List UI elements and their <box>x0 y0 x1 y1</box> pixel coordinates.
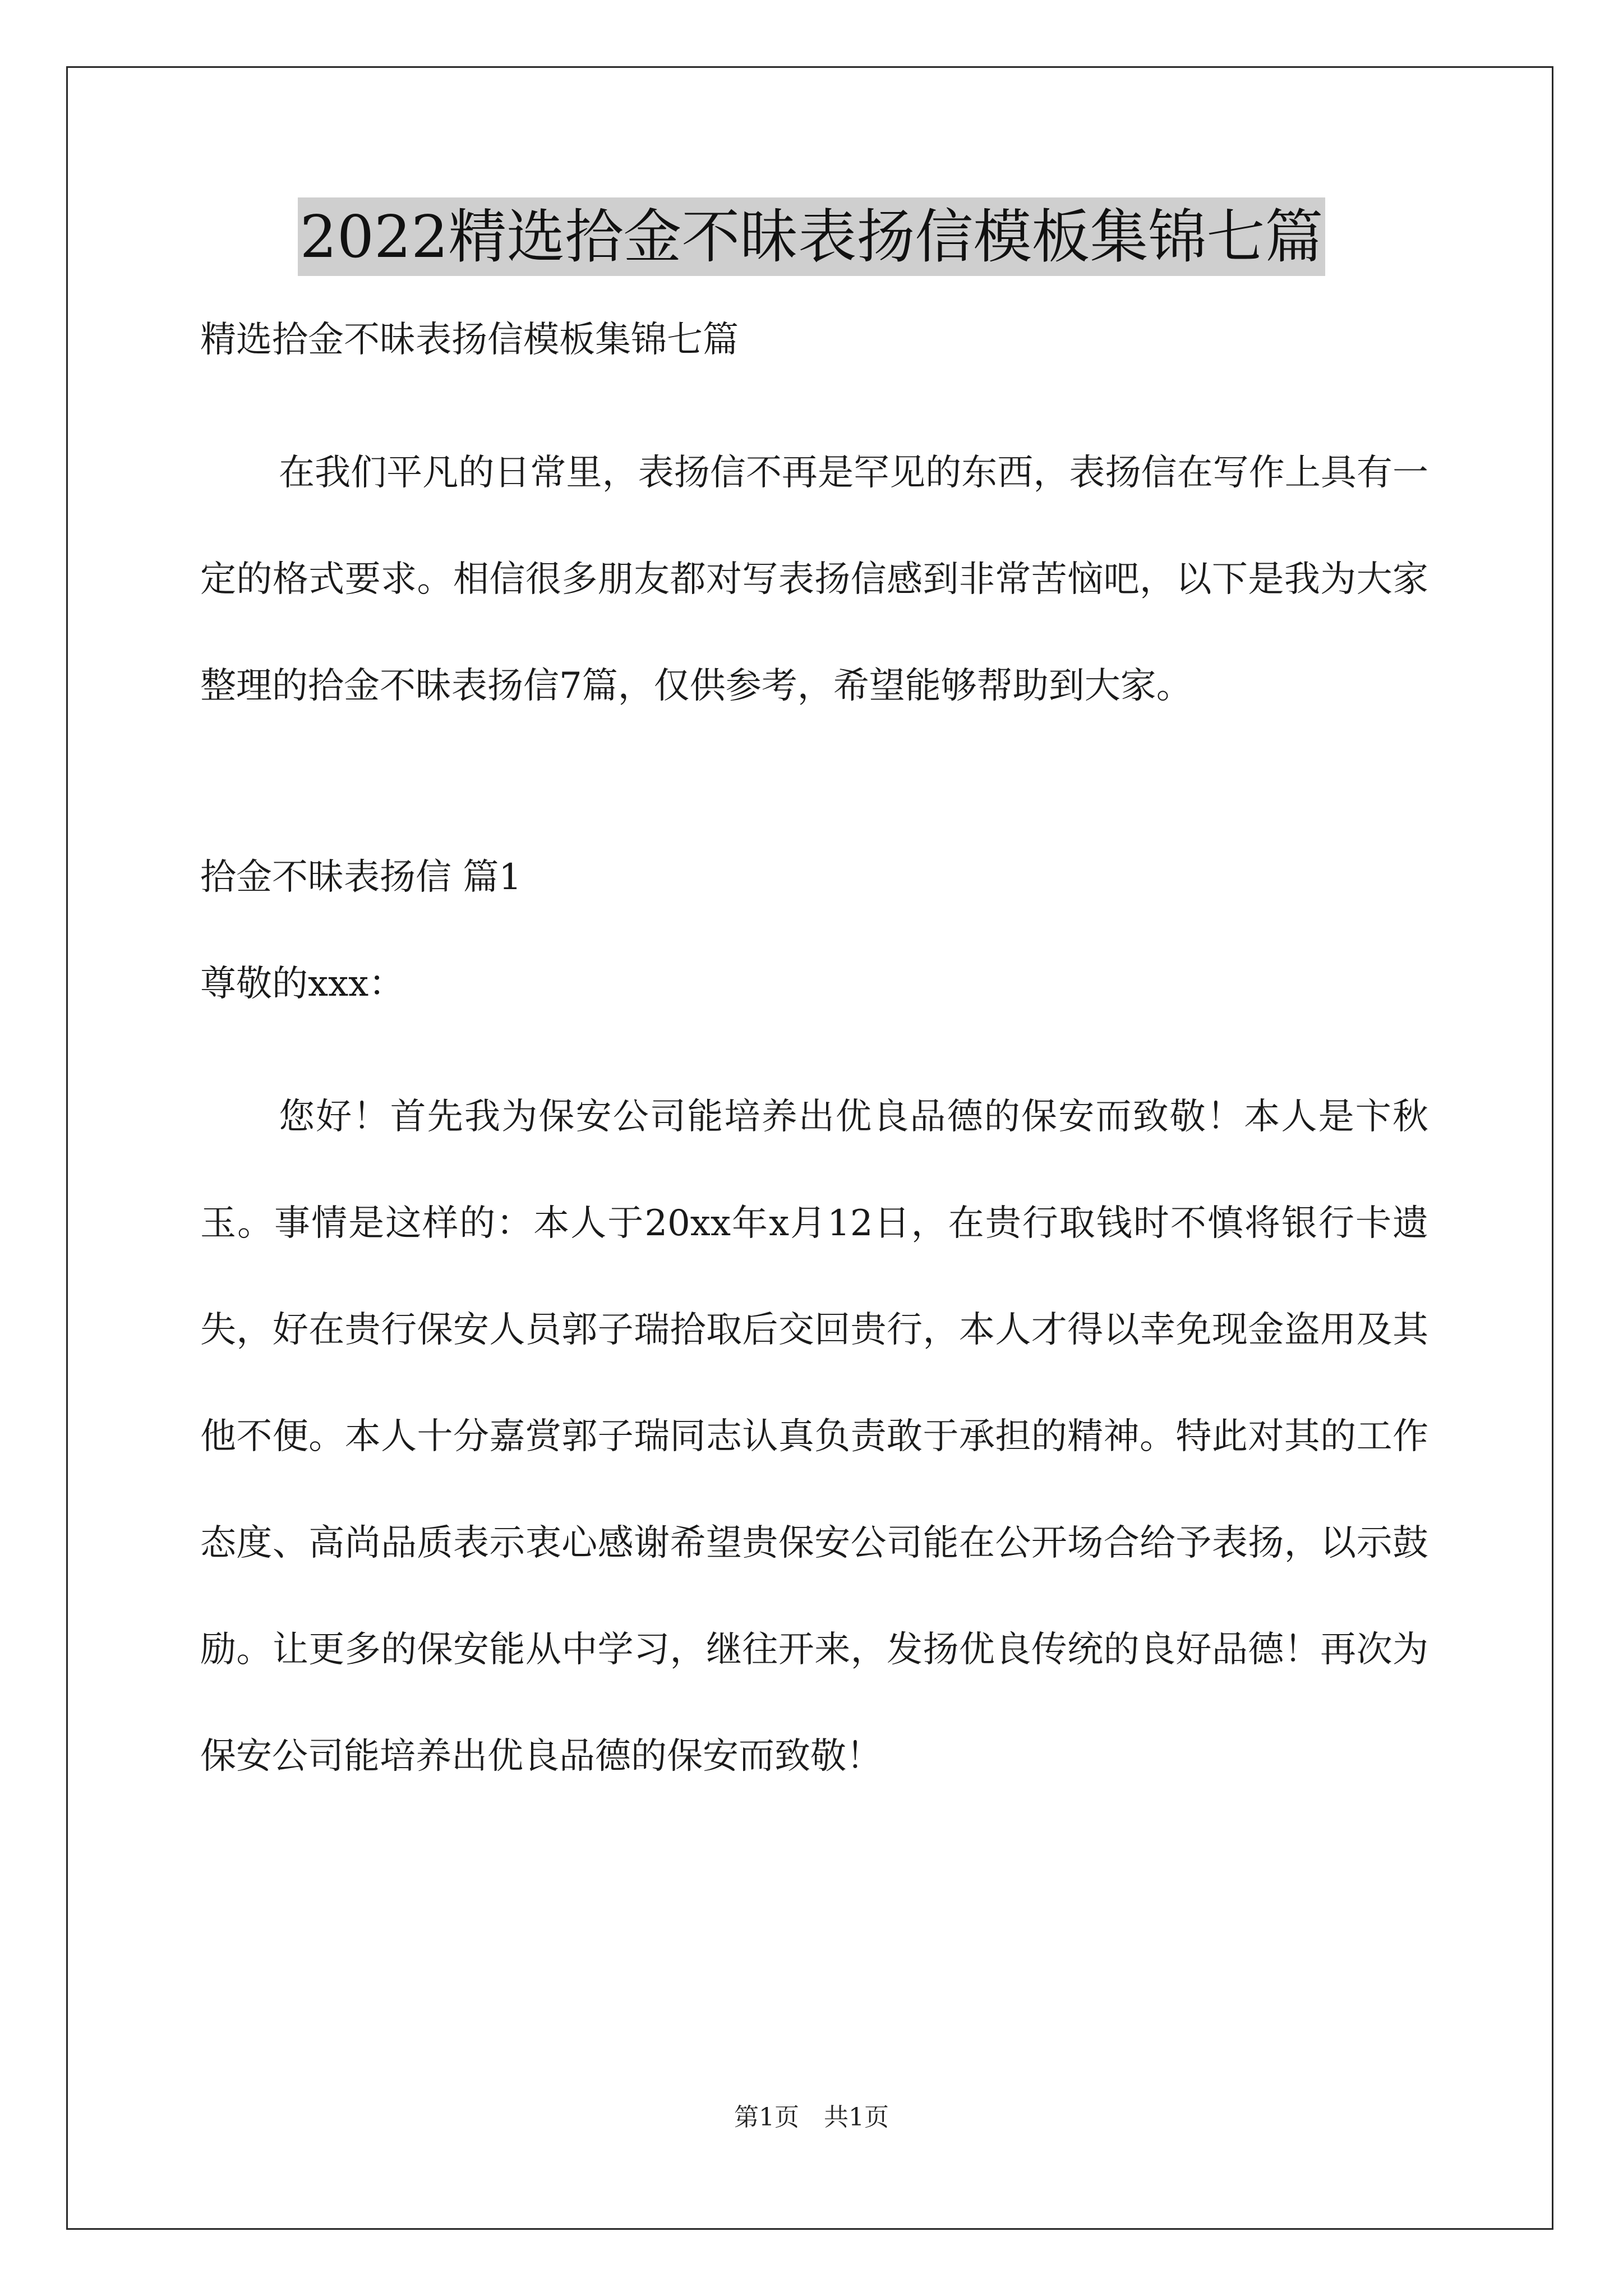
letter-salutation: 尊敬的xxx： <box>200 963 405 1005</box>
document-subtitle: 精选拾金不昧表扬信模板集锦七篇 <box>200 319 739 361</box>
page-footer: 第1页 共1页 <box>734 2103 889 2132</box>
document-body <box>200 314 1428 1810</box>
section-heading: 拾金不昧表扬信 篇1 <box>200 857 522 898</box>
document-title: 2022精选拾金不昧表扬信模板集锦七篇 <box>298 197 1326 276</box>
title-container <box>0 197 1623 276</box>
section-spacer <box>200 739 1428 852</box>
letter-body: 您好！首先我为保安公司能培养出优良品德的保安而致敬！本人是卞秋玉。事情是这样的：本人于20xx年x月12日，在贵行取钱时不慎将银行卡遗失，好在贵行保安人员郭子瑞拾取后交回贵行，本人才得以幸免现金盗用及其他不便。本人十分嘉赏郭子瑞同志认真负责敢于承担的精神。特此对其的工作态度、高尚品质表示衷心感谢希望贵保安公司能在公开场合给予表扬，以示鼓励。让更多的保安能从中学习，继往开来，发扬优良传统的良好品德！再次为保安公司能培养出优良品德的保安而致敬！ <box>200 1096 1428 1777</box>
intro-paragraph: 在我们平凡的日常里，表扬信不再是罕见的东西，表扬信在写作上具有一定的格式要求。相信很多朋友都对写表扬信感到非常苦恼吧，以下是我为大家整理的拾金不昧表扬信7篇，仅供参考，希望能够帮助到大家。 <box>200 452 1428 707</box>
